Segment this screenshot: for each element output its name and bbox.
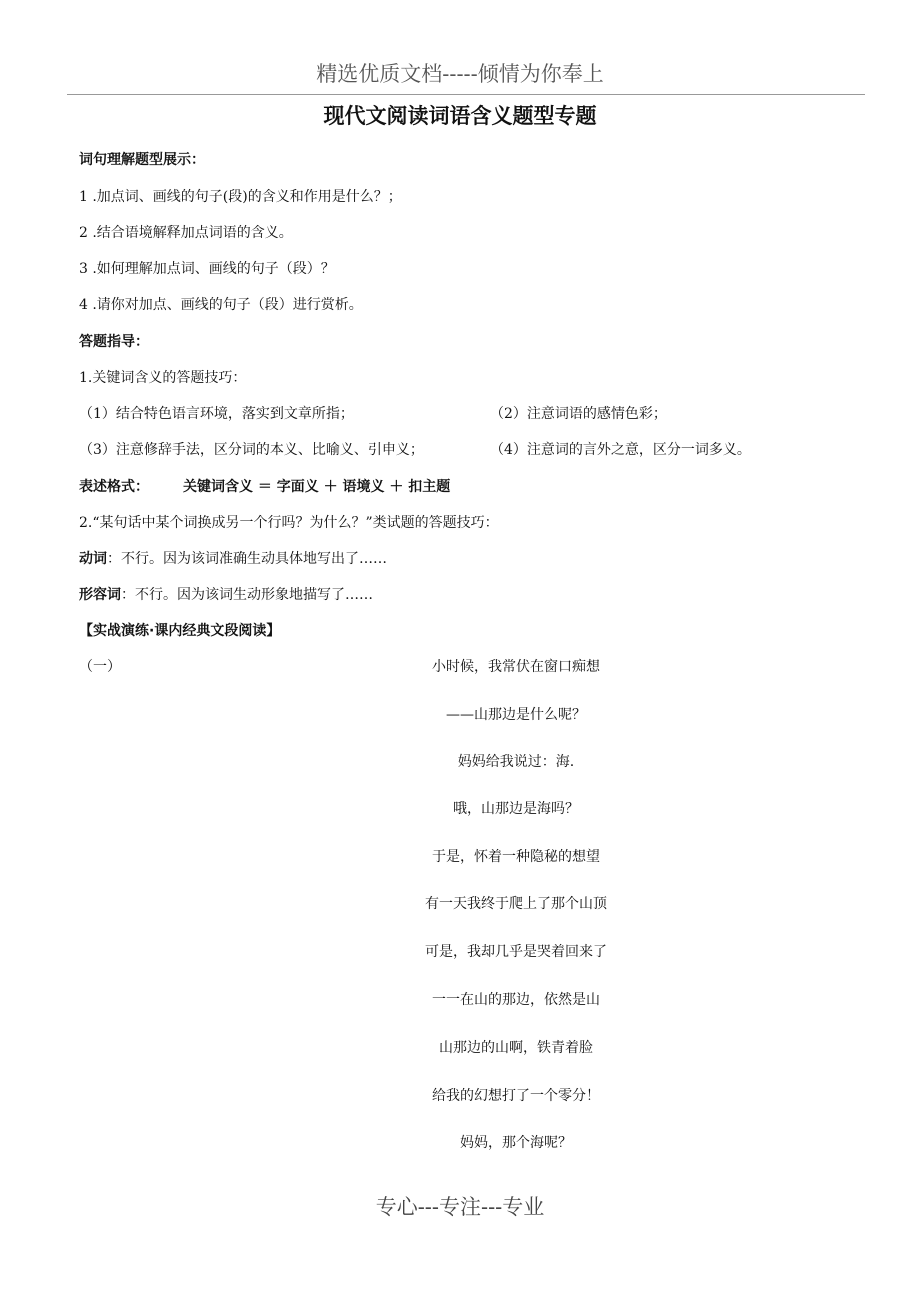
- tip-item-4: （4）注意词的言外之意，区分一词多义。: [490, 442, 751, 458]
- part-label: （一）: [79, 659, 121, 675]
- type-item-3: 3 .如何理解加点词、画线的句子（段）？: [79, 261, 335, 277]
- verb-row: [79, 552, 387, 566]
- poem-line: 小时候，我常伏在窗口痴想: [432, 659, 600, 675]
- poem-line: 于是，怀着一种隐秘的想望: [432, 849, 600, 865]
- page-footer: 专心---专注---专业: [375, 1195, 545, 1219]
- guide-heading: 答题指导：: [79, 334, 149, 350]
- tip1-heading: 1.关键词含义的答题技巧：: [79, 370, 247, 386]
- poem-line: ——山那边是什么呢？: [446, 707, 586, 723]
- verb-text: ：不行。因为该词准确生动具体地写出了……: [107, 551, 387, 567]
- types-heading: 词句理解题型展示：: [79, 152, 205, 168]
- practice-heading: 【实战演练·课内经典文段阅读】: [79, 623, 281, 639]
- header-divider: [67, 94, 865, 95]
- page-title: 现代文阅读词语含义题型专题: [323, 104, 597, 128]
- type-item-4: 4 .请你对加点、画线的句子（段）进行赏析。: [79, 297, 363, 313]
- type-item-2: 2 .结合语境解释加点词语的含义。: [79, 225, 293, 241]
- type-item-1: 1 .加点词、画线的句子(段)的含义和作用是什么？；: [79, 189, 402, 205]
- poem-line: 山那边的山啊，铁青着脸: [439, 1040, 593, 1056]
- tip-item-1: （1）结合特色语言环境，落实到文章所指；: [79, 406, 354, 422]
- tip-item-2: （2）注意词语的感情色彩；: [490, 406, 667, 422]
- adj-row: [79, 588, 373, 602]
- poem-line: 妈妈，那个海呢？: [460, 1135, 572, 1151]
- poem-line: 一一在山的那边，依然是山: [432, 992, 600, 1008]
- format-value: 关键词含义 ＝ 字面义 ＋ 语境义 ＋ 扣主题: [183, 479, 451, 495]
- tip-item-3: （3）注意修辞手法，区分词的本义、比喻义、引申义；: [79, 442, 424, 458]
- tip2-heading: 2.“某句话中某个词换成另一个行吗？为什么？”类试题的答题技巧：: [79, 515, 499, 531]
- poem-line: 哦，山那边是海吗？: [453, 801, 579, 817]
- adj-label: 形容词: [79, 587, 121, 603]
- poem-line: 有一天我终于爬上了那个山顶: [425, 896, 607, 912]
- poem-line: 可是，我却几乎是哭着回来了: [425, 944, 607, 960]
- format-label: 表述格式：: [79, 479, 149, 495]
- adj-text: ：不行。因为该词生动形象地描写了……: [121, 587, 373, 603]
- page-header: 精选优质文档-----倾情为你奉上: [316, 62, 604, 86]
- verb-label: 动词: [79, 551, 107, 567]
- poem-line: 给我的幻想打了一个零分！: [432, 1088, 600, 1104]
- poem-line: 妈妈给我说过：海.: [457, 754, 575, 770]
